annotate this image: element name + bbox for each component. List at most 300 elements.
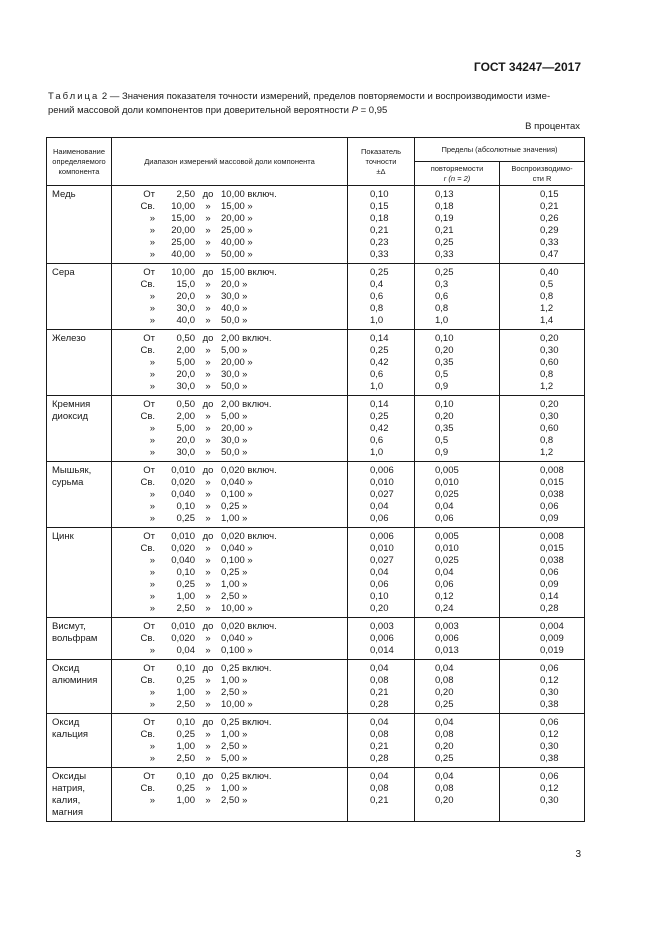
repeatability-value: 0,04 (435, 663, 454, 674)
repeatability-value: 0,25 (435, 237, 454, 248)
range-to-word: » (205, 237, 211, 248)
range-line (112, 411, 347, 423)
reproducibility-cell (500, 528, 585, 618)
table-body (47, 186, 585, 822)
range-cell (112, 396, 348, 462)
header-reproducibility-label: Воспроизводимо- (511, 163, 573, 173)
accuracy-value: 0,21 (370, 225, 389, 236)
reproducibility-value: 0,40 (540, 267, 559, 278)
accuracy-value: 0,42 (370, 357, 389, 368)
reproducibility-value: 0,038 (540, 555, 564, 566)
range-to-word: » (205, 411, 211, 422)
component-name-line: кальция (52, 729, 89, 740)
range-prefix: От (143, 717, 155, 728)
range-from: 1,00 (176, 741, 195, 752)
range-to-word: » (205, 603, 211, 614)
repeatability-value: 0,24 (435, 603, 454, 614)
range-to: 0,25 включ. (221, 771, 272, 782)
repeatability-value: 0,08 (435, 675, 454, 686)
repeatability-value: 0,12 (435, 591, 454, 602)
range-from: 20,00 (171, 225, 195, 236)
range-line (112, 477, 347, 489)
reproducibility-value: 0,30 (540, 795, 559, 806)
range-line (112, 531, 347, 543)
range-to: 10,00 » (221, 699, 253, 710)
range-from: 0,010 (171, 531, 195, 542)
range-cell (112, 528, 348, 618)
component-name-line: Оксид (52, 663, 80, 674)
reproducibility-value: 0,15 (540, 189, 559, 200)
range-from: 20,0 (176, 369, 195, 380)
accuracy-value: 0,25 (370, 345, 389, 356)
range-cell (112, 714, 348, 768)
range-to: 15,00 включ. (221, 267, 277, 278)
range-to-word: » (205, 489, 211, 500)
reproducibility-value: 0,38 (540, 699, 559, 710)
range-to: 5,00 » (221, 345, 248, 356)
range-prefix: От (143, 621, 155, 632)
accuracy-value: 0,04 (370, 663, 389, 674)
reproducibility-cell (500, 330, 585, 396)
range-from: 0,10 (176, 771, 195, 782)
range-prefix: От (143, 399, 155, 410)
accuracy-value: 1,0 (370, 381, 384, 392)
reproducibility-value: 0,12 (540, 675, 559, 686)
accuracy-value: 0,25 (370, 267, 389, 278)
reproducibility-cell (500, 462, 585, 528)
repeatability-value: 0,005 (435, 531, 459, 542)
caption-text-line2: рений массовой доли компонентов при доверительной вероятности (48, 105, 352, 116)
range-line (112, 687, 347, 699)
reproducibility-value: 0,12 (540, 729, 559, 740)
repeatability-value: 0,9 (435, 381, 449, 392)
range-prefix: » (149, 603, 155, 614)
repeatability-cell (415, 264, 500, 330)
header-accuracy-symbol: ±Δ (376, 166, 386, 176)
repeatability-value: 0,006 (435, 633, 459, 644)
component-name-cell (47, 330, 112, 396)
repeatability-cell (415, 528, 500, 618)
range-to: 5,00 » (221, 753, 248, 764)
range-from: 30,0 (176, 303, 195, 314)
range-line (112, 447, 347, 459)
range-line (112, 513, 347, 525)
range-from: 2,50 (176, 189, 195, 200)
accuracy-value: 0,10 (370, 591, 389, 602)
repeatability-value: 0,005 (435, 465, 459, 476)
component-name-cell (47, 462, 112, 528)
repeatability-value: 0,6 (435, 291, 449, 302)
range-line (112, 369, 347, 381)
caption-label: Таблица (48, 91, 100, 102)
table-row (47, 768, 585, 822)
component-name-line: магния (52, 807, 83, 818)
accuracy-value: 0,006 (370, 465, 394, 476)
component-name-cell (47, 186, 112, 264)
range-prefix: » (149, 753, 155, 764)
reproducibility-value: 0,8 (540, 369, 554, 380)
accuracy-value: 0,08 (370, 783, 389, 794)
range-to: 1,00 » (221, 675, 248, 686)
accuracy-cell (348, 186, 415, 264)
range-prefix: » (149, 795, 155, 806)
component-name-line: натрия, (52, 783, 86, 794)
range-line (112, 381, 347, 393)
range-to-word: » (205, 783, 211, 794)
range-from: 0,50 (176, 333, 195, 344)
range-to-word: до (202, 717, 214, 728)
reproducibility-value: 0,12 (540, 783, 559, 794)
range-to-word: » (205, 555, 211, 566)
range-to: 30,0 » (221, 291, 248, 302)
accuracy-value: 0,28 (370, 699, 389, 710)
range-to: 20,00 » (221, 213, 253, 224)
range-line (112, 465, 347, 477)
range-line (112, 213, 347, 225)
range-prefix: » (149, 513, 155, 524)
range-prefix: От (143, 189, 155, 200)
range-prefix: Св. (140, 201, 155, 212)
accuracy-value: 0,04 (370, 567, 389, 578)
accuracy-value: 0,08 (370, 675, 389, 686)
accuracy-value: 0,06 (370, 513, 389, 524)
range-from: 2,00 (176, 411, 195, 422)
range-from: 0,50 (176, 399, 195, 410)
range-prefix: » (149, 249, 155, 260)
repeatability-cell (415, 660, 500, 714)
header-reproducibility (500, 162, 585, 186)
component-name-cell (47, 768, 112, 822)
range-from: 40,00 (171, 249, 195, 260)
range-to: 0,25 » (221, 567, 248, 578)
range-line (112, 795, 347, 807)
component-name-line: вольфрам (52, 633, 98, 644)
accuracy-value: 0,21 (370, 687, 389, 698)
range-prefix: » (149, 225, 155, 236)
header-repeatability-symbol: r (n = 2) (443, 173, 471, 183)
range-to-word: до (202, 771, 214, 782)
range-to-word: до (202, 531, 214, 542)
repeatability-value: 0,20 (435, 741, 454, 752)
reproducibility-value: 0,06 (540, 771, 559, 782)
repeatability-value: 0,20 (435, 345, 454, 356)
table-row (47, 618, 585, 660)
accuracy-value: 0,006 (370, 531, 394, 542)
component-name-line: Железо (52, 333, 86, 344)
range-from: 1,00 (176, 795, 195, 806)
range-from: 0,10 (176, 567, 195, 578)
accuracy-value: 0,14 (370, 333, 389, 344)
reproducibility-value: 1,2 (540, 381, 554, 392)
caption-p-value: = 0,95 (357, 105, 388, 116)
accuracy-value: 1,0 (370, 447, 384, 458)
reproducibility-value: 0,47 (540, 249, 559, 260)
table-caption (48, 90, 580, 118)
accuracy-cell (348, 264, 415, 330)
range-to: 2,00 включ. (221, 399, 272, 410)
reproducibility-value: 0,009 (540, 633, 564, 644)
range-line (112, 291, 347, 303)
table-row (47, 264, 585, 330)
repeatability-cell (415, 714, 500, 768)
repeatability-value: 0,10 (435, 399, 454, 410)
range-from: 5,00 (176, 357, 195, 368)
range-from: 2,50 (176, 603, 195, 614)
accuracy-cell (348, 618, 415, 660)
repeatability-value: 0,9 (435, 447, 449, 458)
accuracy-cell (348, 462, 415, 528)
reproducibility-value: 0,30 (540, 345, 559, 356)
accuracy-value: 0,10 (370, 189, 389, 200)
accuracy-cell (348, 396, 415, 462)
reproducibility-value: 0,09 (540, 513, 559, 524)
accuracy-value: 0,4 (370, 279, 384, 290)
range-line (112, 771, 347, 783)
reproducibility-value: 0,015 (540, 477, 564, 488)
repeatability-cell (415, 462, 500, 528)
range-to: 0,100 » (221, 489, 253, 500)
repeatability-value: 0,04 (435, 771, 454, 782)
range-prefix: » (149, 567, 155, 578)
reproducibility-cell (500, 768, 585, 822)
range-from: 10,00 (171, 267, 195, 278)
reproducibility-cell (500, 618, 585, 660)
range-prefix: » (149, 447, 155, 458)
range-to-word: » (205, 279, 211, 290)
range-prefix: » (149, 423, 155, 434)
page-number: 3 (575, 849, 581, 860)
repeatability-value: 0,04 (435, 567, 454, 578)
range-cell (112, 186, 348, 264)
range-prefix: Св. (140, 783, 155, 794)
range-from: 0,020 (171, 543, 195, 554)
range-to-word: » (205, 591, 211, 602)
component-name-cell (47, 660, 112, 714)
range-prefix: » (149, 291, 155, 302)
range-prefix: От (143, 663, 155, 674)
range-to-word: » (205, 345, 211, 356)
repeatability-value: 0,20 (435, 795, 454, 806)
range-from: 2,00 (176, 345, 195, 356)
range-to: 2,50 » (221, 591, 248, 602)
accuracy-value: 1,0 (370, 315, 384, 326)
header-accuracy-line2: точности (365, 156, 397, 166)
repeatability-value: 0,04 (435, 717, 454, 728)
measurement-table (46, 137, 585, 822)
range-line (112, 603, 347, 615)
reproducibility-value: 0,06 (540, 717, 559, 728)
repeatability-value: 0,06 (435, 513, 454, 524)
range-prefix: Св. (140, 411, 155, 422)
range-to: 0,040 » (221, 633, 253, 644)
range-from: 0,010 (171, 465, 195, 476)
reproducibility-cell (500, 660, 585, 714)
range-prefix: » (149, 213, 155, 224)
repeatability-value: 0,21 (435, 225, 454, 236)
range-line (112, 621, 347, 633)
range-line (112, 591, 347, 603)
range-to: 30,0 » (221, 369, 248, 380)
reproducibility-value: 1,2 (540, 303, 554, 314)
range-line (112, 489, 347, 501)
range-line (112, 435, 347, 447)
range-from: 0,25 (176, 579, 195, 590)
accuracy-value: 0,08 (370, 729, 389, 740)
range-to: 2,50 » (221, 795, 248, 806)
range-from: 0,020 (171, 633, 195, 644)
component-name-line: Цинк (52, 531, 74, 542)
range-to-word: » (205, 381, 211, 392)
reproducibility-value: 0,29 (540, 225, 559, 236)
range-prefix: От (143, 465, 155, 476)
range-to-word: до (202, 465, 214, 476)
range-to-word: » (205, 201, 211, 212)
range-to-word: до (202, 333, 214, 344)
accuracy-cell (348, 330, 415, 396)
range-prefix: Св. (140, 477, 155, 488)
range-to: 0,25 включ. (221, 717, 272, 728)
table-row (47, 714, 585, 768)
accuracy-value: 0,20 (370, 603, 389, 614)
range-line (112, 753, 347, 765)
range-to-word: » (205, 567, 211, 578)
reproducibility-value: 0,26 (540, 213, 559, 224)
reproducibility-value: 1,2 (540, 447, 554, 458)
range-line (112, 699, 347, 711)
range-cell (112, 462, 348, 528)
range-prefix: От (143, 333, 155, 344)
caption-text-line1: — Значения показателя точности измерений, пределов повторяемости и воспроизводимости изме- (107, 91, 551, 102)
range-to: 0,25 » (221, 501, 248, 512)
reproducibility-value: 0,33 (540, 237, 559, 248)
range-to: 2,50 » (221, 741, 248, 752)
table-row (47, 330, 585, 396)
range-line (112, 279, 347, 291)
accuracy-value: 0,18 (370, 213, 389, 224)
range-to-word: » (205, 753, 211, 764)
range-to-word: » (205, 249, 211, 260)
component-name-line: Сера (52, 267, 75, 278)
accuracy-value: 0,33 (370, 249, 389, 260)
range-prefix: » (149, 699, 155, 710)
accuracy-value: 0,04 (370, 771, 389, 782)
range-to-word: » (205, 369, 211, 380)
range-prefix: » (149, 501, 155, 512)
table-row (47, 462, 585, 528)
range-from: 2,50 (176, 699, 195, 710)
component-name-line: Висмут, (52, 621, 86, 632)
range-line (112, 303, 347, 315)
accuracy-value: 0,014 (370, 645, 394, 656)
accuracy-value: 0,23 (370, 237, 389, 248)
repeatability-value: 0,8 (435, 303, 449, 314)
range-prefix: Св. (140, 345, 155, 356)
component-name-line: Мышьяк, (52, 465, 92, 476)
reproducibility-value: 0,038 (540, 489, 564, 500)
reproducibility-value: 0,8 (540, 435, 554, 446)
range-to-word: до (202, 399, 214, 410)
range-to-word: » (205, 447, 211, 458)
range-from: 0,25 (176, 783, 195, 794)
repeatability-cell (415, 768, 500, 822)
reproducibility-value: 0,60 (540, 423, 559, 434)
range-to: 30,0 » (221, 435, 248, 446)
range-from: 1,00 (176, 687, 195, 698)
repeatability-value: 0,20 (435, 687, 454, 698)
reproducibility-cell (500, 186, 585, 264)
range-to: 40,00 » (221, 237, 253, 248)
accuracy-value: 0,006 (370, 633, 394, 644)
range-from: 5,00 (176, 423, 195, 434)
range-from: 0,04 (176, 645, 195, 656)
accuracy-value: 0,04 (370, 501, 389, 512)
range-line (112, 675, 347, 687)
repeatability-value: 0,13 (435, 189, 454, 200)
range-from: 0,10 (176, 717, 195, 728)
range-line (112, 249, 347, 261)
accuracy-value: 0,14 (370, 399, 389, 410)
repeatability-value: 0,010 (435, 543, 459, 554)
range-to-word: » (205, 543, 211, 554)
range-line (112, 729, 347, 741)
accuracy-cell (348, 768, 415, 822)
range-to-word: » (205, 291, 211, 302)
units-label: В процентах (525, 121, 580, 132)
standard-code: ГОСТ 34247—2017 (473, 60, 581, 74)
component-name-cell (47, 714, 112, 768)
range-to-word: » (205, 675, 211, 686)
accuracy-value: 0,04 (370, 717, 389, 728)
range-from: 0,040 (171, 555, 195, 566)
reproducibility-value: 0,30 (540, 411, 559, 422)
range-line (112, 645, 347, 657)
reproducibility-value: 0,14 (540, 591, 559, 602)
range-to: 20,00 » (221, 357, 253, 368)
header-accuracy (348, 138, 415, 186)
range-to-word: до (202, 621, 214, 632)
range-from: 0,25 (176, 729, 195, 740)
range-prefix: Св. (140, 729, 155, 740)
range-cell (112, 330, 348, 396)
range-line (112, 633, 347, 645)
range-to-word: » (205, 423, 211, 434)
range-to: 20,0 » (221, 279, 248, 290)
range-line (112, 543, 347, 555)
reproducibility-value: 0,30 (540, 687, 559, 698)
range-to-word: » (205, 477, 211, 488)
range-to: 1,00 » (221, 579, 248, 590)
repeatability-value: 0,04 (435, 501, 454, 512)
range-prefix: » (149, 381, 155, 392)
accuracy-value: 0,42 (370, 423, 389, 434)
repeatability-value: 0,010 (435, 477, 459, 488)
repeatability-cell (415, 618, 500, 660)
range-from: 0,10 (176, 663, 195, 674)
range-to-word: до (202, 663, 214, 674)
repeatability-cell (415, 186, 500, 264)
range-to: 2,00 включ. (221, 333, 272, 344)
range-from: 0,040 (171, 489, 195, 500)
repeatability-value: 0,08 (435, 783, 454, 794)
header-range: Диапазон измерений массовой доли компонента (112, 138, 348, 186)
repeatability-value: 0,3 (435, 279, 449, 290)
range-from: 1,00 (176, 591, 195, 602)
repeatability-value: 0,35 (435, 357, 454, 368)
range-line (112, 315, 347, 327)
range-line (112, 267, 347, 279)
component-name-line: Медь (52, 189, 76, 200)
range-to-word: » (205, 357, 211, 368)
